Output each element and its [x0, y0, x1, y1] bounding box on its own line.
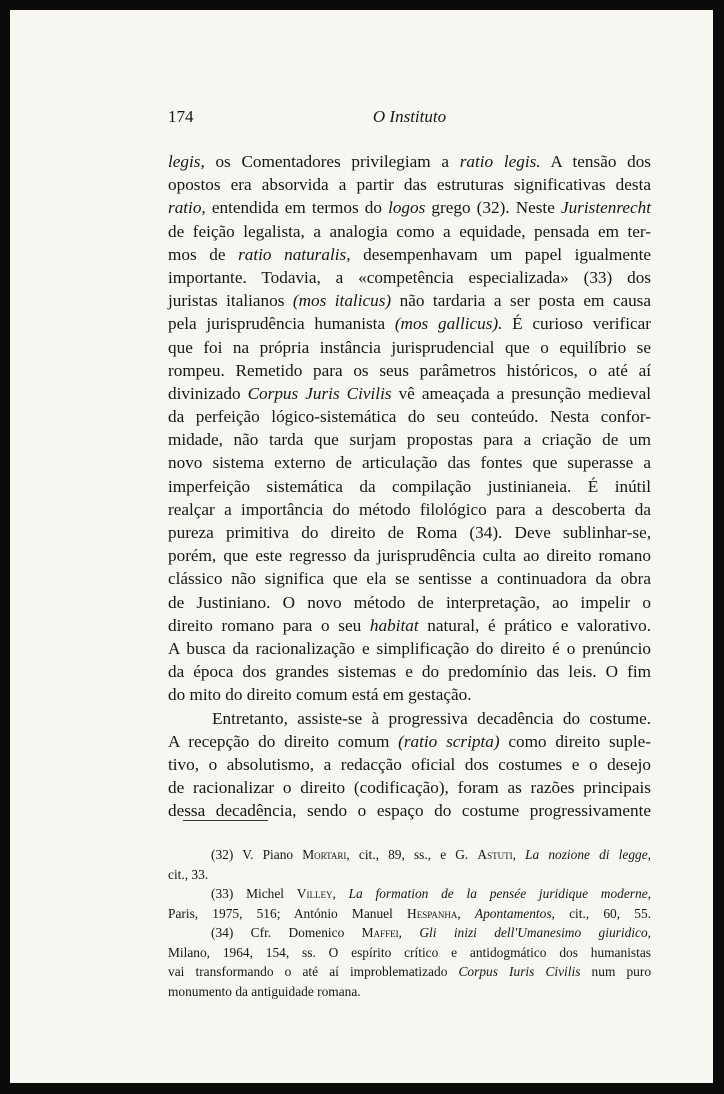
running-title: O Instituto: [372, 107, 447, 126]
text-line: que foi na própria instância jurisprudencial que o equilíbrio se: [168, 337, 651, 357]
text-line: da época dos grandes sistemas e do predomínio das leis. O fim: [168, 662, 651, 682]
text-line: da perfeição lógico-sistemática do seu conteúdo. Nesta confor-: [168, 407, 651, 427]
text-line: novo sistema externo de articulação das fontes que superasse a: [168, 453, 651, 473]
page-number: 174: [168, 107, 194, 126]
footnote-34-line: Milano, 1964, 154, ss. O espírito crítico e antidogmático dos humanistas: [168, 944, 651, 960]
text-line: pela jurisprudência humanista (mos gallicus). É curioso verificar: [168, 314, 651, 334]
text-line: importante. Todavia, a «competência especializada» (33) dos: [168, 267, 651, 287]
text-line: clássico não significa que ela se sentisse a continuadora da obra: [168, 569, 651, 589]
text-line: A recepção do direito comum (ratio scripta) como direito suple-: [168, 731, 651, 751]
footnote-divider: [183, 820, 268, 821]
text-line: de racionalizar o direito (codificação), foram as razões principais: [168, 778, 651, 798]
text-line: de feição legalista, a analogia como a equidade, pensada em ter-: [168, 221, 651, 241]
text-line: A busca da racionalização e simplificação do direito é o prenúncio: [168, 638, 651, 658]
text-line: imperfeição sistemática da compilação justinianeia. É inútil: [168, 476, 651, 496]
page-header: [168, 107, 651, 131]
text-line: legis, os Comentadores privilegiam a ratio legis. A tensão dos: [168, 152, 651, 171]
text-line: tivo, o absolutismo, a redacção oficial dos costumes e o desejo: [168, 754, 651, 774]
footnote-34-line: monumento da antiguidade romana.: [168, 983, 361, 999]
text-line: do mito do direito comum está em gestação.: [168, 685, 472, 705]
text-line: mos de ratio naturalis, desempenhavam um papel igualmente: [168, 244, 651, 264]
text-line: Entretanto, assiste-se à progressiva decadência do costume.: [212, 708, 651, 728]
text-line: juristas italianos (mos italicus) não tardaria a ser posta em causa: [168, 291, 651, 311]
text-line: midade, não tarda que surjam propostas para a criação de um: [168, 430, 651, 450]
text-line: porém, que este regresso da jurisprudência culta ao direito romano: [168, 546, 651, 566]
footnote-33-line: Paris, 1975, 516; António Manuel Hespanha, Apontamentos, cit., 60, 55.: [168, 905, 651, 921]
footnote-33-line: (33) Michel Villey, La formation de la pensée juridique moderne,: [211, 886, 651, 901]
text-line: dessa decadência, sendo o espaço do costume progressivamente: [168, 801, 651, 821]
footnote-32-line: cit., 33.: [168, 866, 209, 882]
text-line: pureza primitiva do direito de Roma (34). Deve sublinhar-se,: [168, 523, 651, 542]
text-line: ratio, entendida em termos do logos grego (32). Neste Juristenrecht: [168, 198, 652, 218]
footnote-34-line: vai transformando o até aí improblematizado Corpus Iuris Civilis num puro: [168, 964, 652, 979]
footnote-32-line: (32) V. Piano Mortari, cit., 89, ss., e G. Astuti, La nozione di legge,: [211, 847, 651, 862]
scanned-page: [10, 10, 713, 1083]
text-line: realçar a importância do método filológico para a descoberta da: [168, 499, 651, 519]
text-line: opostos era absorvida a partir das estruturas significativas desta: [168, 175, 651, 195]
text-line: direito romano para o seu habitat natural, é prático e valorativo.: [168, 615, 651, 635]
text-line: divinizado Corpus Juris Civilis vê ameaçada a presunção medieval: [168, 383, 651, 403]
body-text: [168, 150, 651, 822]
footnote-34-line: (34) Cfr. Domenico Maffei, Gli inizi dell'Umanesimo giuridico,: [211, 925, 651, 940]
text-line: de Justiniano. O novo método de interpretação, ao impelir o: [168, 592, 651, 612]
footnotes: [168, 845, 651, 1001]
text-line: rompeu. Remetido para os seus parâmetros históricos, o até aí: [168, 360, 651, 380]
